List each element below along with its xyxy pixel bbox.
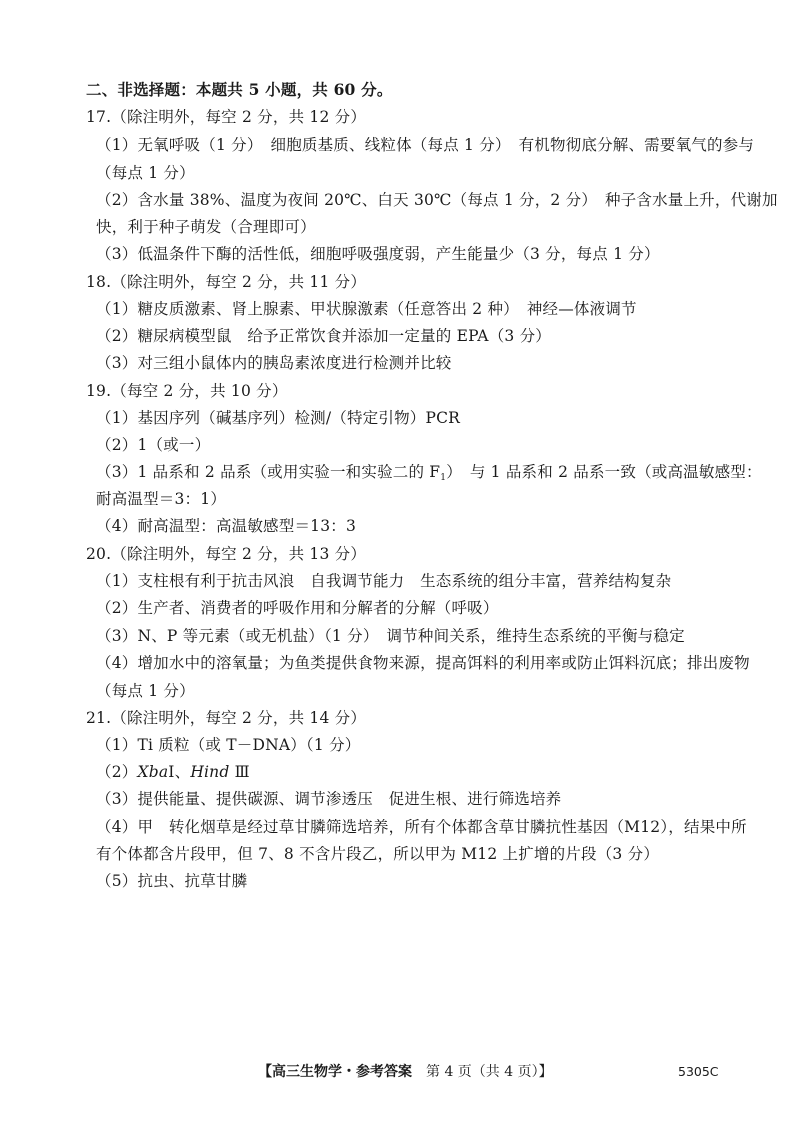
xba-enzyme: Xba [137,763,169,781]
q21-answer-2-prefix: （2） [96,763,138,781]
document-code: 5305C [678,1064,719,1079]
q19-answer-3-part-c: ） 与 1 品系和 2 品系一致（或高温敏感型： [446,463,762,481]
footer-title: 【高三生物学・参考答案 [258,1064,412,1080]
hind-numeral: Ⅲ [229,763,250,781]
q18-heading: 18.（除注明外，每空 2 分，共 11 分） [86,273,367,291]
q19-answer-3 [96,462,762,488]
q20-answer-2: （2）生产者、消费者的呼吸作用和分解者的分解（呼吸） [96,599,499,617]
q19-answer-2: （2）1（或一） [96,436,211,454]
q20-answer-1: （1）支柱根有利于抗击风浪 自我调节能力 生态系统的组分丰富，营养结构复杂 [96,572,672,590]
q17-answer-1-cont: （每点 1 分） [96,164,195,182]
q21-heading: 21.（除注明外，每空 2 分，共 14 分） [86,709,367,727]
q19-answer-3-cont: 耐高温型＝3：1） [96,490,227,508]
q17-answer-1: （1）无氧呼吸（1 分） 细胞质基质、线粒体（每点 1 分） 有机物彻底分解、需要氧气的参与 [96,136,755,154]
xba-numeral: Ⅰ、 [168,763,191,781]
footer-page-number: 第 4 页（共 4 页）】 [412,1064,553,1080]
q21-answer-1: （1）Ti 质粒（或 T－DNA）（1 分） [96,736,361,754]
q21-answer-4: （4）甲 转化烟草是经过草甘膦筛选培养，所有个体都含草甘膦抗性基因（M12），结果中所 [96,818,747,836]
q21-answer-4-cont: 有个体都含片段甲，但 7、8 不含片段乙，所以甲为 M12 上扩增的片段（3 分） [96,845,660,863]
q17-answer-2: （2）含水量 38%、温度为夜间 20℃、白天 30℃（每点 1 分，2 分） 种子含水量上升，代谢加 [96,191,778,209]
q21-answer-5: （5）抗虫、抗草甘膦 [96,872,248,890]
q18-answer-1: （1）糖皮质激素、肾上腺素、甲状腺激素（任意答出 2 种） 神经—体液调节 [96,300,637,318]
q20-answer-4-cont: （每点 1 分） [96,682,195,700]
f1-subscript: 1 [440,473,447,483]
q17-answer-2-cont: 快，利于种子萌发（合理即可） [96,218,316,236]
hind-enzyme: Hind [190,763,230,781]
q17-answer-3: （3）低温条件下酶的活性低，细胞呼吸强度弱，产生能量少（3 分，每点 1 分） [96,245,660,263]
q19-answer-4: （4）耐高温型：高温敏感型＝13：3 [96,517,357,535]
q20-answer-4: （4）增加水中的溶氧量；为鱼类提供食物来源，提高饵料的利用率或防止饵料沉底；排出废物 [96,654,750,672]
footer-title-group [258,1062,553,1082]
q17-heading: 17.（除注明外，每空 2 分，共 12 分） [86,108,367,126]
q18-answer-3: （3）对三组小鼠体内的胰岛素浓度进行检测并比较 [96,354,452,372]
q19-answer-3-part-a: （3）1 品系和 2 品系（或用实验一和实验二的 F [96,463,441,481]
q18-answer-2: （2）糖尿病模型鼠 给予正常饮食并添加一定量的 EPA（3 分） [96,327,551,345]
q21-answer-3: （3）提供能量、提供碳源、调节渗透压 促进生根、进行筛选培养 [96,790,562,808]
q19-heading: 19.（每空 2 分，共 10 分） [86,382,288,400]
q19-answer-1: （1）基因序列（碱基序列）检测/（特定引物）PCR [96,409,461,427]
q20-heading: 20.（除注明外，每空 2 分，共 13 分） [86,545,367,563]
q20-answer-3: （3）N、P 等元素（或无机盐）（1 分） 调节种间关系，维持生态系统的平衡与稳定 [96,627,685,645]
section-title: 二、非选择题：本题共 5 小题，共 60 分。 [86,80,393,99]
q21-answer-2 [96,762,250,782]
